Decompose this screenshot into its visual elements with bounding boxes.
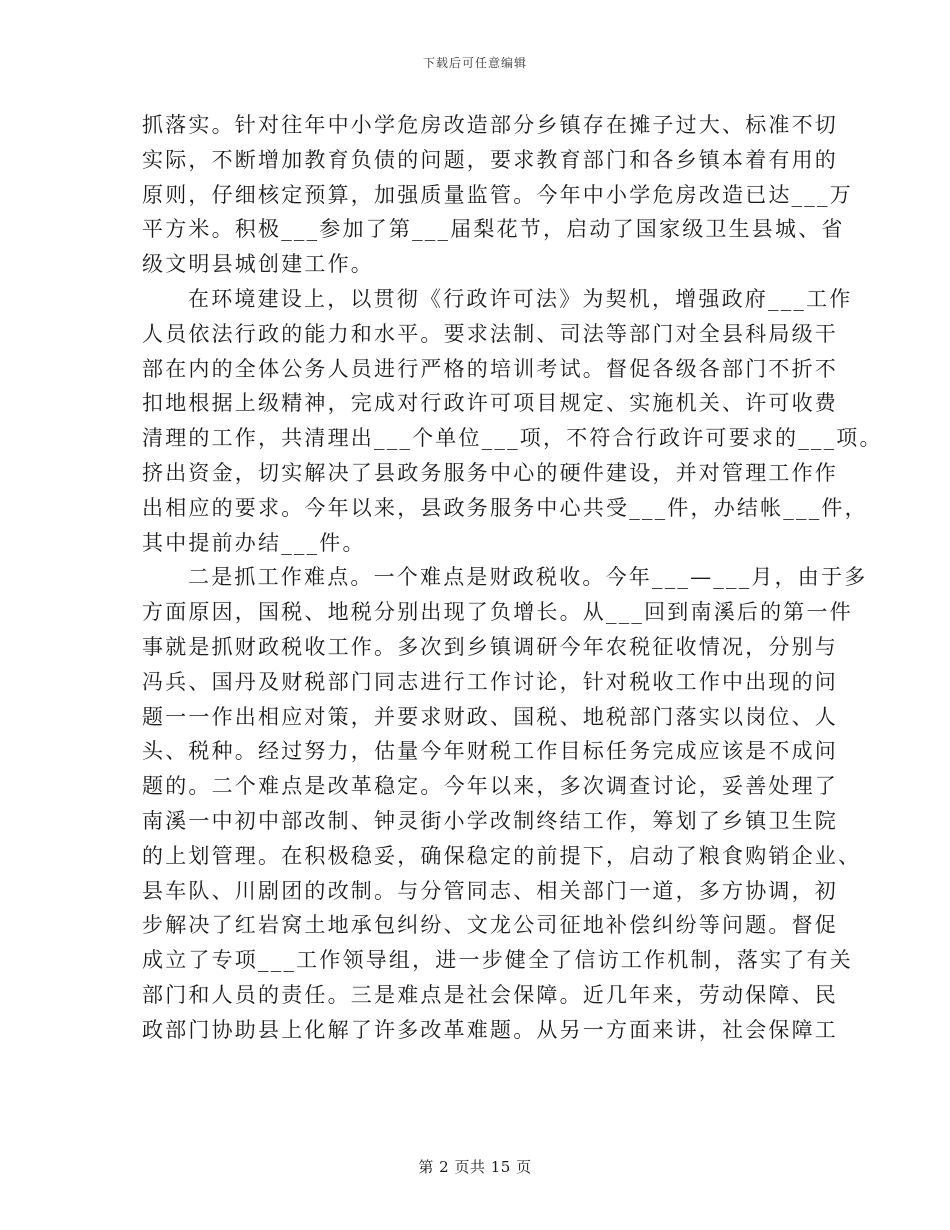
text-line: 步解决了红岩窝土地承包纠纷、文龙公司征地补偿纠纷等问题。督促 [142, 913, 838, 938]
text-line: 挤出资金，切实解决了县政务服务中心的硬件建设，并对管理工作作 [142, 460, 838, 485]
text-line: 县车队、川剧团的改制。与分管同志、相关部门一道，多方协调，初 [142, 878, 838, 903]
text-line: 出相应的要求。今年以来，县政务服务中心共受___件，办结帐___件， [142, 495, 868, 520]
text-line: 其中提前办结___件。 [142, 530, 366, 555]
text-line: 政部门协助县上化解了许多改革难题。从另一方面来讲，社会保障工 [142, 1017, 838, 1042]
text-line: 南溪一中初中部改制、钟灵街小学改制终结工作，筹划了乡镇卫生院 [142, 808, 838, 833]
text-line: 部门和人员的责任。三是难点是社会保障。近几年来，劳动保障、民 [142, 982, 838, 1007]
paragraph-first-line: 在环境建设上，以贯彻《行政许可法》为契机，增强政府___工作 [188, 286, 853, 311]
text-line: 的上划管理。在积极稳妥，确保稳定的前提下，启动了粮食购销企业、 [142, 843, 862, 868]
paragraph-first-line: 二是抓工作难点。一个难点是财政税收。今年___—___月，由于多 [188, 565, 868, 590]
text-line: 冯兵、国丹及财税部门同志进行工作讨论，针对税收工作中出现的问 [142, 669, 838, 694]
text-line: 实际，不断增加教育负债的问题，要求教育部门和各乡镇本着有用的 [142, 147, 838, 172]
page-number-footer: 第 2 页共 15 页 [418, 1158, 532, 1176]
text-line: 题一一作出相应对策，并要求财政、国税、地税部门落实以岗位、人 [142, 704, 838, 729]
text-line: 平方米。积极___参加了第___届梨花节，启动了国家级卫生县城、省 [142, 217, 845, 242]
text-line: 题的。二个难点是改革稳定。今年以来，多次调查讨论，妥善处理了 [142, 774, 838, 799]
text-line: 原则，仔细核定预算，加强质量监管。今年中小学危房改造已达___万 [142, 182, 853, 207]
text-line: 扣地根据上级精神，完成对行政许可项目规定、实施机关、许可收费 [142, 391, 838, 416]
text-line: 成立了专项___工作领导组，进一步健全了信访工作机制，落实了有关 [142, 948, 853, 973]
text-line: 事就是抓财政税收工作。多次到乡镇调研今年农税征收情况，分别与 [142, 634, 838, 659]
page-header-note: 下载后可任意编辑 [422, 56, 527, 70]
text-line: 方面原因，国税、地税分别出现了负增长。从___回到南溪后的第一件 [142, 600, 853, 625]
text-line: 抓落实。针对往年中小学危房改造部分乡镇存在摊子过大、标准不切 [142, 113, 838, 137]
text-line: 级文明县城创建工作。 [142, 252, 374, 277]
text-line: 清理的工作，共清理出___个单位___项，不符合行政许可要求的___项。 [142, 426, 883, 451]
text-line: 头、税种。经过努力，估量今年财税工作目标任务完成应该是不成问 [142, 739, 838, 764]
document-body [142, 108, 883, 1048]
text-line: 人员依法行政的能力和水平。要求法制、司法等部门对全县科局级干 [142, 321, 838, 346]
text-line: 部在内的全体公务人员进行严格的培训考试。督促各级各部门不折不 [142, 356, 838, 381]
